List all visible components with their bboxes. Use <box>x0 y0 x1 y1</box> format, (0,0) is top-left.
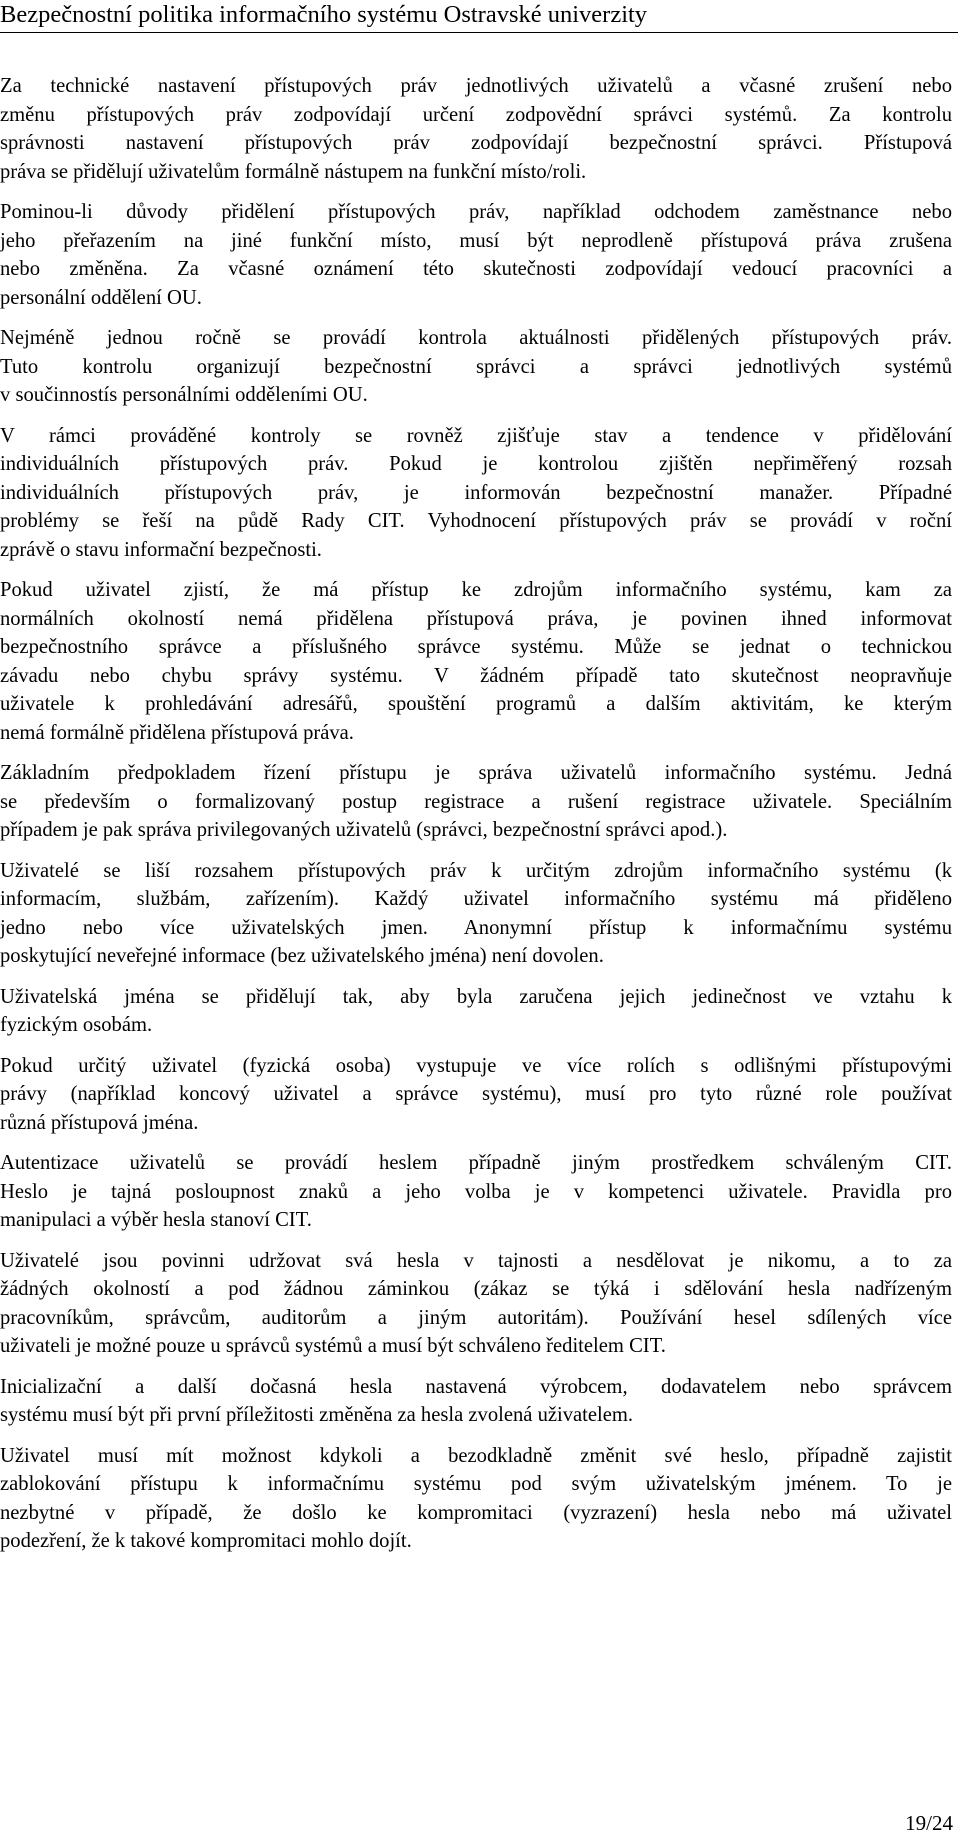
text-line: závadu nebo chybu správy systému. V žádném případě tato skutečnost neopravňuje <box>0 664 952 687</box>
page-header <box>0 0 960 33</box>
text-line: bezpečnostního správce a příslušného správce systému. Může se jednat o technickou <box>0 636 952 658</box>
text-line: právy (například koncový uživatel a správce systému), musí pro tyto různé role používat <box>0 1083 952 1105</box>
text-line: Základním předpokladem řízení přístupu je správa uživatelů informačního systému. Jedná <box>0 762 952 784</box>
paragraph <box>0 983 952 1040</box>
paragraph <box>0 198 952 312</box>
text-line: správnosti nastavení přístupových práv zodpovídají bezpečnostní správci. Přístupová <box>0 132 952 154</box>
text-line: uživateli je možné pouze u správců systémů a musí být schváleno ředitelem CIT. <box>0 1335 666 1357</box>
text-line: systému musí být při první příležitosti změněna za hesla zvolená uživatelem. <box>0 1404 634 1426</box>
text-line: normálních okolností nemá přidělena přístupová práva, je povinen ihned informovat <box>0 607 952 630</box>
text-line: zprávě o stavu informační bezpečnosti. <box>0 538 322 561</box>
paragraph <box>0 857 952 971</box>
text-line: Pokud uživatel zjistí, že má přístup ke zdrojům informačního systému, kam za <box>0 579 952 601</box>
text-line: žádných okolností a pod žádnou záminkou (zákaz se týká i sdělování hesla nadřízeným <box>0 1278 952 1300</box>
header-divider <box>0 32 958 33</box>
paragraph <box>0 324 952 410</box>
text-line: podezření, že k takové kompromitaci mohlo dojít. <box>0 1530 412 1552</box>
text-line: V rámci prováděné kontroly se rovněž zjišťuje stav a tendence v přidělování <box>0 424 952 447</box>
text-line: zablokování přístupu k informačnímu systému pod svým uživatelským jménem. To je <box>0 1473 952 1495</box>
paragraph <box>0 1247 952 1361</box>
text-line: individuálních přístupových práv. Pokud je kontrolou zjištěn nepřiměřený rozsah <box>0 453 952 475</box>
text-line: Uživatelská jména se přidělují tak, aby byla zaručena jejich jedinečnost ve vztahu k <box>0 985 952 1008</box>
text-line: personální oddělení OU. <box>0 286 202 309</box>
text-line: problémy se řeší na půdě Rady CIT. Vyhodnocení přístupových práv se provádí v roční <box>0 510 952 532</box>
text-line: se především o formalizovaný postup registrace a rušení registrace uživatele. Speciálním <box>0 790 952 813</box>
text-line: uživatele k prohledávání adresářů, spouštění programů a dalším aktivitám, ke kterým <box>0 693 952 715</box>
text-line: Heslo je tajná posloupnost znaků a jeho volba je v kompetenci uživatele. Pravidla pro <box>0 1180 952 1203</box>
text-line: případem je pak správa privilegovaných uživatelů (správci, bezpečnostní správci apod.). <box>0 819 728 841</box>
paragraph <box>0 1052 952 1138</box>
text-line: Nejméně jednou ročně se provádí kontrola aktuálnosti přidělených přístupových práv. <box>0 327 952 349</box>
text-line: Uživatelé se liší rozsahem přístupových práv k určitým zdrojům informačního systému (k <box>0 859 952 882</box>
text-line: nemá formálně přidělena přístupová práva. <box>0 721 354 744</box>
text-line: Inicializační a další dočasná hesla nastavená výrobcem, dodavatelem nebo správcem <box>0 1375 952 1398</box>
text-line: v součinnostís personálními odděleními OU. <box>0 384 368 406</box>
paragraph <box>0 1373 952 1430</box>
paragraph <box>0 72 952 186</box>
paragraph <box>0 1442 952 1556</box>
text-line: Pokud určitý uživatel (fyzická osoba) vystupuje ve více rolích s odlišnými přístupovými <box>0 1054 952 1077</box>
text-line: Tuto kontrolu organizují bezpečnostní správci a správci jednotlivých systémů <box>0 355 952 378</box>
paragraph <box>0 576 952 747</box>
text-line: práva se přidělují uživatelům formálně nástupem na funkční místo/roli. <box>0 160 587 183</box>
text-line: poskytující neveřejné informace (bez uživatelského jména) není dovolen. <box>0 945 604 967</box>
paragraph <box>0 759 952 845</box>
text-line: Uživatel musí mít možnost kdykoli a bezodkladně změnit své heslo, případně zajistit <box>0 1444 952 1467</box>
text-line: změnu přístupových práv zodpovídají určení zodpovědní správci systémů. Za kontrolu <box>0 103 952 126</box>
text-line: Pominou-li důvody přidělení přístupových práv, například odchodem zaměstnance nebo <box>0 201 952 223</box>
text-line: Autentizace uživatelů se provádí heslem případně jiným prostředkem schváleným CIT. <box>0 1152 952 1174</box>
text-line: nezbytné v případě, že došlo ke kompromitaci (vyzrazení) hesla nebo má uživatel <box>0 1501 952 1524</box>
text-line: Uživatelé jsou povinni udržovat svá hesla v tajnosti a nesdělovat je nikomu, a to za <box>0 1249 952 1272</box>
text-line: Za technické nastavení přístupových práv jednotlivých uživatelů a včasné zrušení nebo <box>0 75 952 97</box>
text-line: informacím, službám, zařízením). Každý uživatel informačního systému má přiděleno <box>0 888 952 910</box>
text-line: manipulaci a výběr hesla stanoví CIT. <box>0 1209 312 1231</box>
text-line: individuálních přístupových práv, je informován bezpečnostní manažer. Případné <box>0 481 952 504</box>
text-line: pracovníkům, správcům, auditorům a jiným autoritám). Používání hesel sdílených více <box>0 1306 952 1329</box>
text-line: jedno nebo více uživatelských jmen. Anonymní přístup k informačnímu systému <box>0 916 952 939</box>
document-body <box>0 72 952 1568</box>
text-line: různá přístupová jména. <box>0 1111 199 1134</box>
text-line: fyzickým osobám. <box>0 1014 153 1036</box>
text-line: nebo změněna. Za včasné oznámení této skutečnosti zodpovídají vedoucí pracovníci a <box>0 258 952 280</box>
paragraph <box>0 1149 952 1235</box>
page-number: 19/24 <box>905 1811 953 1835</box>
text-line: jeho přeřazením na jiné funkční místo, musí být neprodleně přístupová práva zrušena <box>0 229 952 252</box>
paragraph <box>0 422 952 565</box>
document-title: Bezpečnostní politika informačního systému Ostravské univerzity <box>0 1 648 28</box>
